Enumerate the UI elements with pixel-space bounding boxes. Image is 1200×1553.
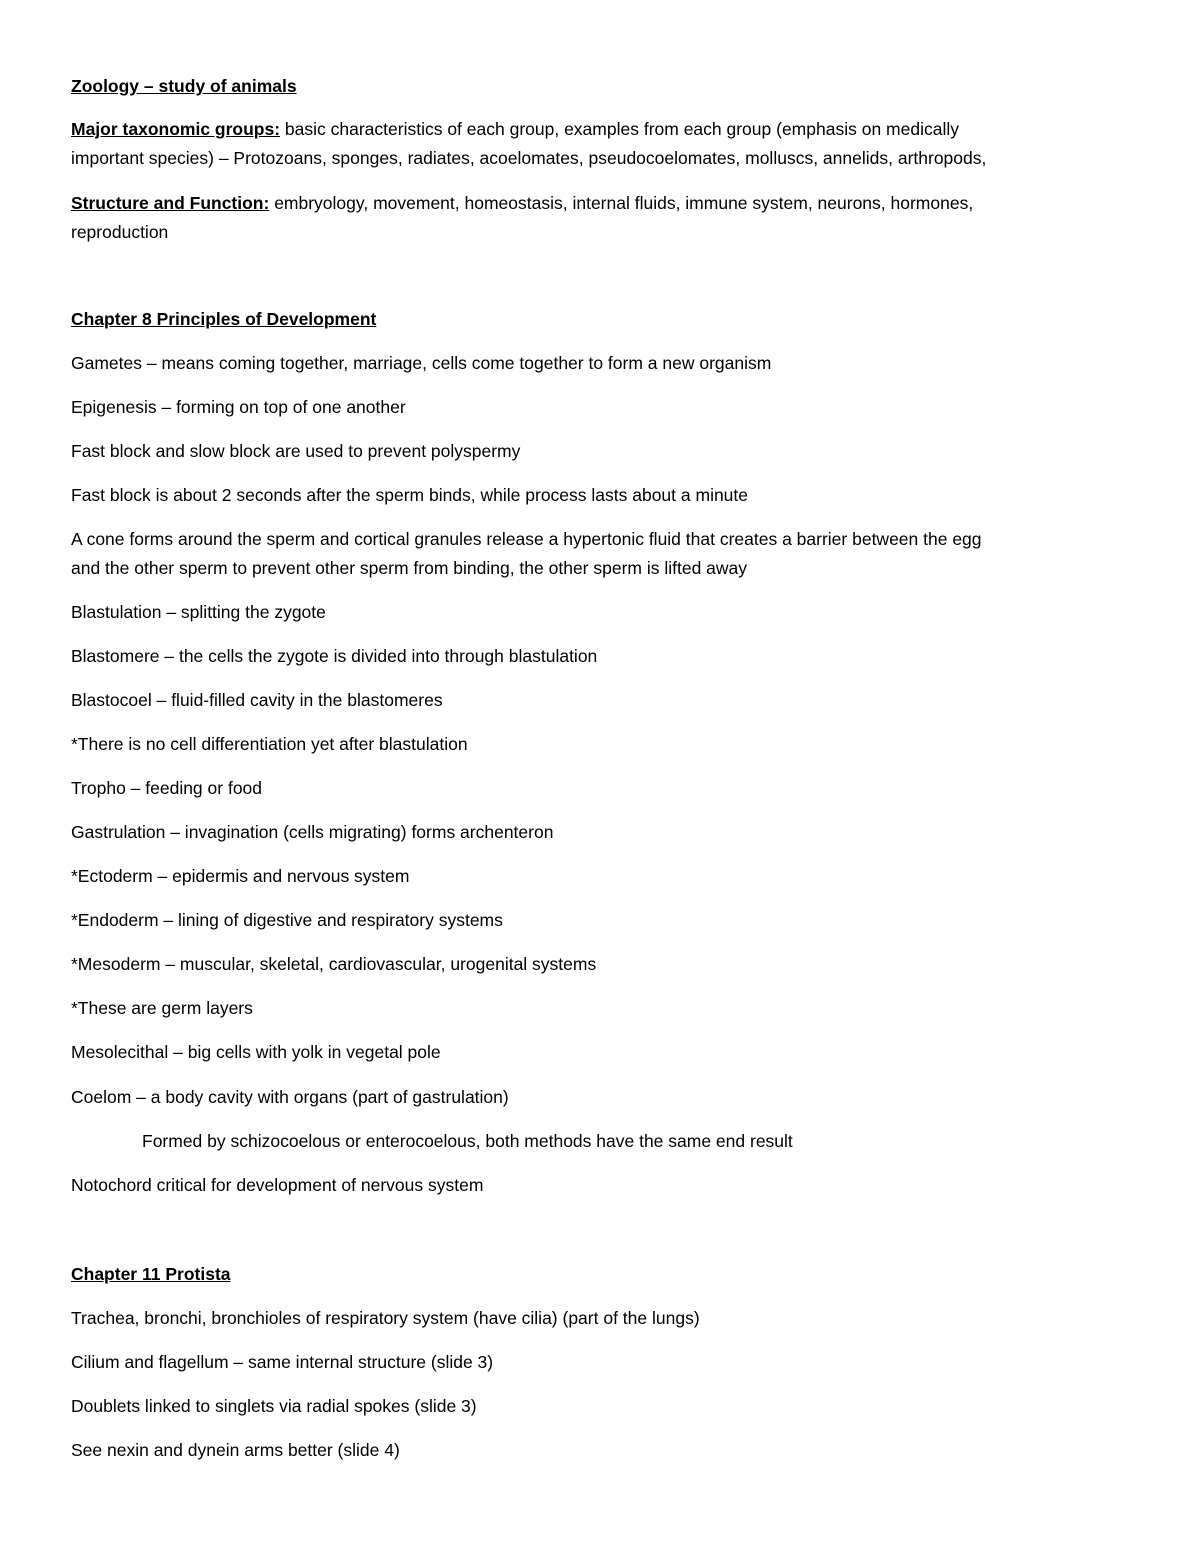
chapter-8-line: A cone forms around the sperm and cortical granules release a hypertonic fluid that creates a barrier between the egg: [71, 529, 982, 549]
chapter-8-line: Fast block and slow block are used to prevent polyspermy: [71, 441, 521, 461]
chapter-8-line: *Mesoderm – muscular, skeletal, cardiovascular, urogenital systems: [71, 954, 597, 974]
chapter-11-line: Doublets linked to singlets via radial spokes (slide 3): [71, 1396, 477, 1416]
chapter-11-line: Cilium and flagellum – same internal structure (slide 3): [71, 1352, 494, 1372]
chapter-8-line: Tropho – feeding or food: [71, 778, 263, 798]
chapter-8-line: Blastomere – the cells the zygote is divided into through blastulation: [71, 646, 598, 666]
chapter-8-line: Epigenesis – forming on top of one another: [71, 397, 406, 417]
chapter-8-line: and the other sperm to prevent other sperm from binding, the other sperm is lifted away: [71, 558, 748, 578]
chapter-8-line: *Ectoderm – epidermis and nervous system: [71, 866, 410, 886]
chapter-8-line: *Endoderm – lining of digestive and respiratory systems: [71, 910, 503, 930]
chapter-8-line: Gastrulation – invagination (cells migrating) forms archenteron: [71, 822, 554, 842]
page-title: Zoology – study of animals: [71, 76, 297, 96]
chapter-8-line: Notochord critical for development of nervous system: [71, 1175, 484, 1195]
chapter-8-line: Coelom – a body cavity with organs (part of gastrulation): [71, 1087, 509, 1107]
chapter-8-line: Gametes – means coming together, marriage, cells come together to form a new organism: [71, 353, 772, 373]
structure-function-label: Structure and Function:: [71, 193, 270, 213]
structure-function-text-1: embryology, movement, homeostasis, internal fluids, immune system, neurons, hormones,: [269, 193, 974, 213]
chapter-11-line: Trachea, bronchi, bronchioles of respiratory system (have cilia) (part of the lungs): [71, 1308, 700, 1328]
chapter-8-heading: Chapter 8 Principles of Development: [71, 309, 377, 329]
structure-function-line-1: [71, 189, 1131, 218]
taxonomic-groups-line-1: [71, 115, 1131, 144]
taxonomic-groups-line-2: important species) – Protozoans, sponges, radiates, acoelomates, pseudocoelomates, molluscs, annelids, arthropods,: [71, 148, 987, 168]
chapter-11-line: See nexin and dynein arms better (slide 4): [71, 1440, 400, 1460]
taxonomic-groups-text-1: basic characteristics of each group, examples from each group (emphasis on medically: [280, 119, 959, 139]
taxonomic-groups-label: Major taxonomic groups:: [71, 119, 281, 139]
structure-function-line-2: reproduction: [71, 222, 169, 242]
chapter-8-line: Blastulation – splitting the zygote: [71, 602, 326, 622]
chapter-8-line: Mesolecithal – big cells with yolk in vegetal pole: [71, 1042, 441, 1062]
chapter-8-line: *These are germ layers: [71, 998, 253, 1018]
chapter-8-line: *There is no cell differentiation yet after blastulation: [71, 734, 468, 754]
chapter-8-line: Fast block is about 2 seconds after the sperm binds, while process lasts about a minute: [71, 485, 749, 505]
chapter-8-line: Blastocoel – fluid-filled cavity in the blastomeres: [71, 690, 443, 710]
chapter-8-indented-line: Formed by schizocoelous or enterocoelous, both methods have the same end result: [142, 1131, 793, 1151]
chapter-11-heading: Chapter 11 Protista: [71, 1264, 231, 1284]
